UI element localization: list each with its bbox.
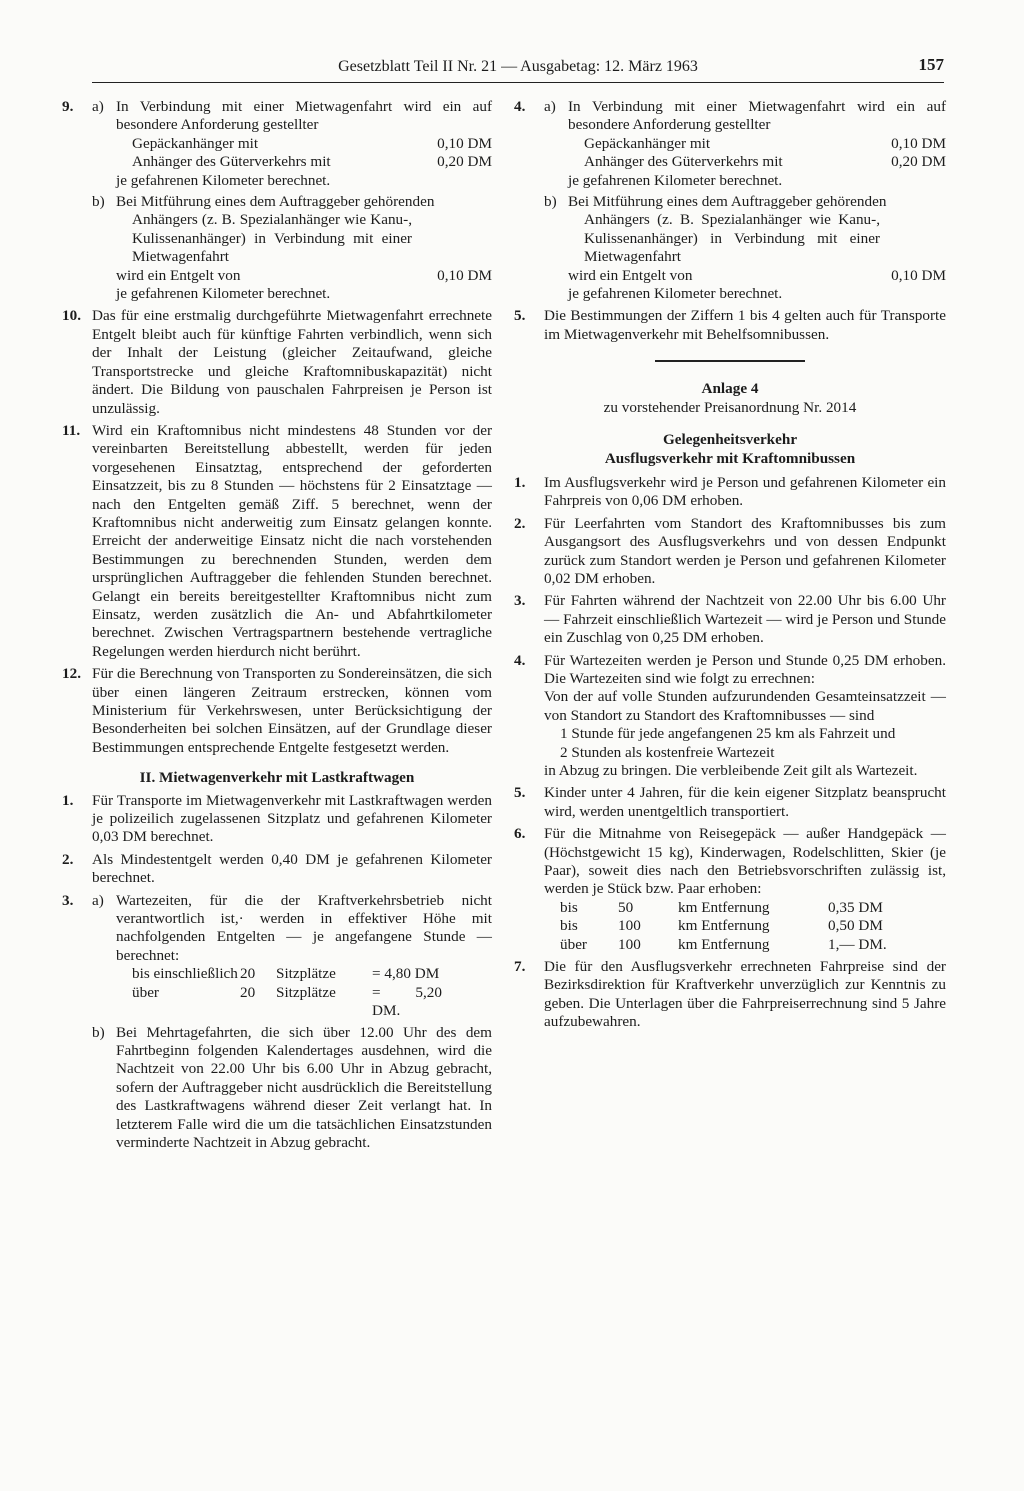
- table-cell: 0,50 DM: [828, 917, 883, 935]
- item-text: Wird ein Kraftomnibus nicht mindestens 48 Stunden vor der vereinbarten Bereitstellung abbestellt, werden für jeden vorgesehenen Einsatztag, entsprechend der geforderten Einsatzzeit, bis zu 8 Stunden — höchstens für 2 Einsatztage — nach den Entgelten gemäß Ziff. 5 berechnet, wenn der Kraftomnibus nicht anderweitig zum Einsatz gelangen konnte. Erreicht der anderweitige Einsatz nicht die nach vorstehenden Bestimmungen zu berechnenden Stunden, werden dem ursprünglichen Auftraggeber die fehlenden Stunden berechnet. Gelangt ein bereits bereitgestellter Kraftomnibus nicht zum Einsatz, werden zusätzlich die An- und Abfahrtkilometer berechnet. Zwischen Vertragspartnern bestehende vertragliche Regelungen werden hierdurch nicht berührt.: [92, 421, 492, 660]
- table-cell: 20: [240, 965, 256, 983]
- anlage-item-6: [514, 825, 946, 954]
- item-text: Als Mindestentgelt werden 0,40 DM je gefahrenen Kilometer berechnet.: [92, 850, 492, 887]
- subitem-tail: je gefahrenen Kilometer berechnet.: [116, 285, 331, 303]
- subitem-text: Bei Mitführung eines dem Auftraggeber gehörenden: [116, 193, 435, 211]
- item-number: 2.: [62, 850, 74, 868]
- subitem-b: [92, 193, 492, 303]
- rate-row: [584, 135, 946, 153]
- item-number: 2.: [514, 514, 526, 532]
- rate-label: Gepäckanhänger mit: [584, 134, 711, 152]
- table-cell: 100: [618, 935, 641, 953]
- item-number: 5.: [514, 784, 526, 802]
- item-number: 3.: [62, 891, 74, 909]
- anlage-item-2: [514, 515, 946, 589]
- table-cell: 0,35 DM: [828, 898, 883, 916]
- anlage-item-5: [514, 784, 946, 821]
- item-9: [62, 98, 492, 303]
- rate-value: 0,20 DM: [437, 153, 492, 171]
- item-12: [62, 665, 492, 757]
- rate-table: [116, 965, 492, 1020]
- subitem-tail: je gefahrenen Kilometer berechnet.: [116, 171, 331, 189]
- anlage-item-1: [514, 474, 946, 511]
- table-cell: bis: [560, 917, 578, 935]
- distance-price-table: [560, 899, 946, 954]
- item-text: Im Ausflugsverkehr wird je Person und gefahrenen Kilometer ein Fahrpreis von 0,06 DM erhoben.: [544, 473, 946, 510]
- item-text: Kinder unter 4 Jahren, für die kein eigener Sitzplatz beansprucht wird, werden unentgeltlich transportiert.: [544, 784, 946, 820]
- item-text: Die Bestimmungen der Ziffern 1 bis 4 gelten auch für Transporte im Mietwagenverkehr mit Behelfsomnibussen.: [544, 307, 946, 343]
- item-10: [62, 307, 492, 417]
- rate-row: [116, 267, 492, 285]
- rate-value: 0,20 DM: [891, 153, 946, 171]
- item-text: Für die Berechnung von Transporten zu Sondereinsätzen, die sich über einen längeren Zeitraum erstrecken, können vom Ministerium für Verkehrswesen, unter Berücksichtigung der Besonderheiten bei solchen Einsätzen, auf der Grundlage dieser Bestimmungen entsprechende Entgelte festgesetzt werden.: [92, 665, 492, 756]
- rate-label: wird ein Entgelt von: [568, 266, 693, 284]
- anlage-item-4: [514, 652, 946, 781]
- subitem-b: [544, 193, 946, 303]
- item-number: 5.: [514, 307, 526, 325]
- table-cell: über: [560, 935, 587, 953]
- rate-value: 0,10 DM: [891, 134, 946, 152]
- heading-ausflugsverkehr: Ausflugsverkehr mit Kraftomnibussen: [604, 449, 856, 467]
- subitem-text: Wartezeiten, für die der Kraftverkehrsbetrieb nicht verantwortlich ist,· werden in effektiver Höhe mit nachfolgenden Entgelten — je angefangene Stunde — berechnet:: [116, 891, 492, 964]
- item-text: Für Fahrten während der Nachtzeit von 22.00 Uhr bis 6.00 Uhr — Fahrzeit einschließlich Wartezeit — wird je Person und Stunde ein Zuschlag von 0,25 DM erhoben.: [544, 592, 946, 647]
- item-4: [514, 98, 946, 303]
- table-cell: km Entfernung: [678, 917, 770, 935]
- item-number: 9.: [62, 98, 74, 115]
- rate-value: 0,10 DM: [437, 134, 492, 152]
- item-text: Für Leerfahrten vom Standort des Kraftomnibusses bis zum Ausgangsort des Ausflugsverkehrs und von dessen Endpunkt zurück zum Standort werden je Person und gefahrenen Kilometer 0,02 DM erhoben.: [544, 514, 946, 587]
- item-11: [62, 422, 492, 661]
- table-cell: km Entfernung: [678, 935, 770, 953]
- rate-list: [568, 135, 946, 172]
- subitem-tail: je gefahrenen Kilometer berechnet.: [568, 171, 783, 189]
- item-number: 1.: [62, 791, 74, 809]
- subitem-label: b): [544, 193, 557, 211]
- rate-label: wird ein Entgelt von: [116, 266, 241, 284]
- subitem-text: Bei Mehrtagefahrten, die sich über 12.00 Uhr des dem Fahrtbeginn folgenden Kalendertages ausdehnen, wird die Nachtzeit von 22.00 Uhr bis 6.00 Uhr in Abzug gebracht, sofern der Auftraggeber nicht ausdrücklich die Bereitstellung des Lastkraftwagens während dieser Zeit verlangt hat. In letzterem Falle wird die um die tatsächlichen Einsatzstunden verminderte Nachtzeit in Abzug gebracht.: [116, 1023, 492, 1151]
- subitem-label: a): [92, 98, 104, 115]
- table-cell: Sitzplätze: [276, 965, 336, 983]
- item-text: Für Wartezeiten werden je Person und Stunde 0,25 DM erhoben. Die Wartezeiten sind wie folgt zu errechnen:: [544, 651, 946, 687]
- section-item-1: [62, 792, 492, 847]
- subitem-indent-text: Anhängers (z. B. Spezialanhänger wie Kanu-, Kulissenanhänger) in Verbindung mit einer Mietwagenfahrt: [584, 211, 880, 266]
- table-cell: = 5,20 DM.: [372, 983, 442, 1020]
- page-number: 157: [918, 55, 944, 74]
- item-list-entry: 2 Stunden als kostenfreie Wartezeit: [560, 743, 775, 761]
- rate-label: Gepäckanhänger mit: [132, 134, 259, 152]
- subitem-label: a): [92, 891, 104, 909]
- item-number: 3.: [514, 592, 526, 610]
- left-column: [62, 98, 492, 1156]
- rate-label: Anhänger des Güterverkehrs mit: [584, 153, 783, 171]
- table-cell: bis: [560, 898, 578, 916]
- rate-value: 0,10 DM: [437, 266, 492, 284]
- item-number: 6.: [514, 825, 526, 843]
- item-number: 11.: [62, 421, 81, 439]
- anlage-subtitle: zu vorstehender Preisanordnung Nr. 2014: [603, 398, 857, 416]
- subitem-a: [92, 98, 492, 190]
- heading-gelegenheitsverkehr: Gelegenheitsverkehr: [662, 431, 798, 449]
- table-cell: 50: [618, 898, 634, 916]
- table-cell: Sitzplätze: [276, 983, 336, 1001]
- table-cell: 1,— DM.: [828, 935, 887, 953]
- rate-list: [116, 135, 492, 172]
- item-number: 7.: [514, 958, 526, 976]
- table-cell: = 4,80 DM: [372, 965, 440, 983]
- table-cell: über: [132, 983, 159, 1001]
- subitem-tail: je gefahrenen Kilometer berechnet.: [568, 285, 783, 303]
- header-title: Gesetzblatt Teil II Nr. 21 — Ausgabetag: 12. März 1963: [338, 58, 698, 75]
- subitem-text: In Verbindung mit einer Mietwagenfahrt wird ein auf besondere Anforderung gestellter: [116, 98, 492, 134]
- subitem-text: Bei Mitführung eines dem Auftraggeber gehörenden: [568, 193, 887, 211]
- subitem-label: a): [544, 98, 556, 115]
- section-divider: [655, 360, 805, 362]
- section-item-3: [62, 892, 492, 1153]
- anlage-item-7: [514, 958, 946, 1032]
- item-number: 10.: [62, 307, 81, 325]
- item-text: Die für den Ausflugsverkehr errechneten Fahrpreise sind der Bezirksdirektion für Kraftverkehr unverzüglich zur Kenntnis zu geben. Die Unterlagen über die Fahrpreiserrechnung sind 5 Jahre aufzubewahren.: [544, 958, 946, 1031]
- table-cell: bis einschließlich: [132, 965, 238, 983]
- anlage-title: Anlage 4: [701, 380, 759, 398]
- item-5: [514, 307, 946, 344]
- subitem-label: b): [92, 1023, 105, 1041]
- rate-row: [584, 153, 946, 171]
- table-cell: 20: [240, 983, 256, 1001]
- subitem-a: [544, 98, 946, 190]
- item-number: 4.: [514, 651, 526, 669]
- item-list-entry: 1 Stunde für jede angefangenen 25 km als Fahrzeit und: [560, 725, 896, 743]
- item-paragraph: in Abzug zu bringen. Die verbleibende Zeit gilt als Wartezeit.: [544, 762, 918, 779]
- item-text: Für die Mitnahme von Reisegepäck — außer Handgepäck — (Höchstgewicht 15 kg), Kinderwagen, Rodelschlitten, Skier (je Paar), soweit dies nach den Betriebsvorschriften zulässig ist, werden je Stück bzw. Paar erhoben:: [544, 825, 946, 898]
- anlage-item-3: [514, 592, 946, 647]
- section-item-2: [62, 851, 492, 888]
- subitem-indent-text: Anhängers (z. B. Spezialanhänger wie Kanu-, Kulissenanhänger) in Verbindung mit einer Mietwagenfahrt: [132, 211, 412, 266]
- rate-row: [132, 153, 492, 171]
- subitem-a: [92, 892, 492, 1021]
- item-number: 12.: [62, 665, 81, 683]
- subitem-label: b): [92, 193, 105, 211]
- rate-row: [568, 267, 946, 285]
- item-number: 1.: [514, 473, 526, 491]
- right-column: [514, 98, 946, 1036]
- table-cell: 100: [618, 917, 641, 935]
- subitem-b: [92, 1024, 492, 1153]
- table-cell: km Entfernung: [678, 898, 770, 916]
- section-heading: II. Mietwagenverkehr mit Lastkraftwagen: [139, 769, 415, 787]
- item-text: Das für eine erstmalig durchgeführte Mietwagenfahrt errechnete Entgelt bleibt auch für künftige Fahrten verbindlich, wenn sich der Inhalt der Leistung (gleicher Zeitaufwand, gleiche Transportstrecke und gleiche Kraftomnibuskapazität) nicht ändert. Die Bildung von pauschalen Fahrpreisen je Person ist unzulässig.: [92, 307, 492, 417]
- item-text: Für Transporte im Mietwagenverkehr mit Lastkraftwagen werden je polizeilich zugelassenen Sitzplatz und gefahrenen Kilometer 0,03 DM berechnet.: [92, 791, 492, 846]
- rate-row: [132, 135, 492, 153]
- page-header: [92, 56, 944, 83]
- item-number: 4.: [514, 98, 526, 115]
- rate-value: 0,10 DM: [891, 266, 946, 284]
- item-paragraph: Von der auf volle Stunden aufzurundenden Gesamteinsatzzeit — von Standort zu Standort des Kraftomnibusses — sind: [544, 688, 946, 724]
- subitem-text: In Verbindung mit einer Mietwagenfahrt wird ein auf besondere Anforderung gestellter: [568, 98, 946, 134]
- rate-label: Anhänger des Güterverkehrs mit: [132, 153, 331, 171]
